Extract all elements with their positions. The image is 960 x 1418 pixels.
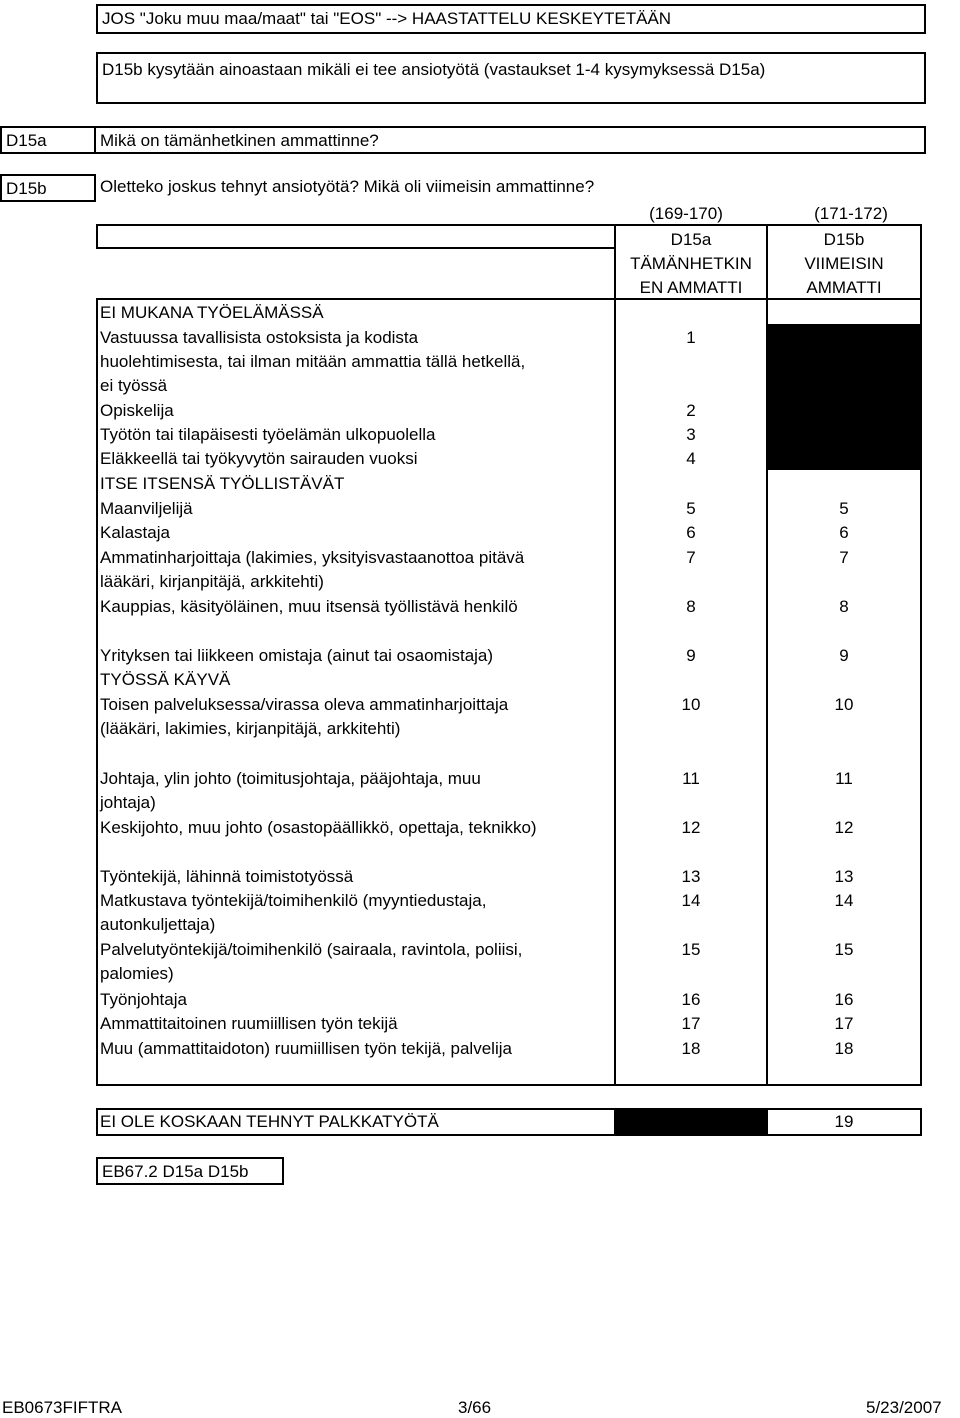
row-17-code-b: 17 bbox=[834, 1014, 854, 1033]
col2-label-line1: VIIMEISIN bbox=[804, 254, 884, 273]
question-code-d15b: D15b bbox=[6, 179, 47, 198]
row-15-code-b: 15 bbox=[834, 940, 854, 959]
row-15-code-a: 15 bbox=[681, 940, 701, 959]
row-14-line2: autonkuljettaja) bbox=[100, 915, 216, 934]
shaded-cell-d15b-not-working bbox=[768, 324, 920, 470]
row-8-code-a: 8 bbox=[686, 597, 696, 616]
row-19-label: EI OLE KOSKAAN TEHNYT PALKKATYÖTÄ bbox=[100, 1112, 439, 1131]
col1-code: D15a bbox=[670, 230, 712, 249]
row-1-line2: huolehtimisesta, tai ilman mitään ammattia tällä hetkellä, bbox=[100, 352, 526, 371]
table-top-border bbox=[96, 224, 922, 226]
footer-date: 5/23/2007 bbox=[866, 1398, 942, 1417]
row-19-code-b: 19 bbox=[834, 1112, 854, 1131]
row-18-code-b: 18 bbox=[834, 1039, 854, 1058]
row-2-code-a: 2 bbox=[686, 401, 696, 420]
row-12-label: Keskijohto, muu johto (osastopäällikkö, opettaja, teknikko) bbox=[100, 818, 537, 837]
row-2-label: Opiskelija bbox=[100, 401, 174, 420]
row-13-code-b: 13 bbox=[834, 867, 854, 886]
col2-label-line2: AMMATTI bbox=[806, 278, 882, 297]
question-text-box-d15a bbox=[94, 126, 926, 154]
row-13-label: Työntekijä, lähinnä toimistotyössä bbox=[100, 867, 354, 886]
row-16-label: Työnjohtaja bbox=[100, 990, 187, 1009]
row-7-line2: lääkäri, kirjanpitäjä, arkkitehti) bbox=[100, 572, 324, 591]
row-4-label: Eläkkeellä tai työkyvytön sairauden vuoksi bbox=[100, 449, 418, 468]
row-15-line2: palomies) bbox=[100, 964, 174, 983]
question-code-box-d15a bbox=[0, 126, 96, 154]
row-9-code-b: 9 bbox=[839, 646, 849, 665]
row-6-code-b: 6 bbox=[839, 523, 849, 542]
row-7-line1: Ammatinharjoittaja (lakimies, yksityisvastaanottoa pitävä bbox=[100, 548, 525, 567]
rows-bottom-border bbox=[96, 1084, 616, 1086]
col1-range: (169-170) bbox=[649, 204, 723, 223]
section-not-working: EI MUKANA TYÖELÄMÄSSÄ bbox=[100, 303, 324, 322]
rows-left-border bbox=[96, 300, 98, 1086]
row-3-label: Työtön tai tilapäisesti työelämän ulkopuolella bbox=[100, 425, 436, 444]
question-text-d15a: Mikä on tämänhetkinen ammattinne? bbox=[100, 131, 379, 150]
row-5-code-a: 5 bbox=[686, 499, 696, 518]
row-15-line1: Palvelutyöntekijä/toimihenkilö (sairaala, ravintola, poliisi, bbox=[100, 940, 523, 959]
rows-top-border bbox=[96, 298, 616, 300]
d15b-note: D15b kysytään ainoastaan mikäli ei tee ansiotyötä (vastaukset 1-4 kysymyksessä D15a) bbox=[102, 60, 766, 79]
reference-box bbox=[96, 1157, 284, 1185]
section-employed: TYÖSSÄ KÄYVÄ bbox=[100, 670, 231, 689]
row-7-code-a: 7 bbox=[686, 548, 696, 567]
row-18-code-a: 18 bbox=[681, 1039, 701, 1058]
row-11-line2: johtaja) bbox=[100, 793, 156, 812]
footer-page-number: 3/66 bbox=[458, 1398, 492, 1417]
row-8-label: Kauppias, käsityöläinen, muu itsensä työllistävä henkilö bbox=[100, 597, 518, 616]
row-7-code-b: 7 bbox=[839, 548, 849, 567]
row-10-line2: (lääkäri, lakimies, kirjanpitäjä, arkkitehti) bbox=[100, 719, 401, 738]
row-18-label: Muu (ammattitaidoton) ruumiillisen työn tekijä, palvelija bbox=[100, 1039, 512, 1058]
col2-code: D15b bbox=[823, 230, 865, 249]
row-8-code-b: 8 bbox=[839, 597, 849, 616]
row-10-code-b: 10 bbox=[834, 695, 854, 714]
header-underline bbox=[96, 247, 616, 249]
row-17-code-a: 17 bbox=[681, 1014, 701, 1033]
row-11-code-b: 11 bbox=[835, 769, 853, 788]
col1-label-line1: TÄMÄNHETKIN bbox=[630, 254, 752, 273]
row-10-code-a: 10 bbox=[681, 695, 701, 714]
row-9-label: Yrityksen tai liikkeen omistaja (ainut tai osaomistaja) bbox=[100, 646, 494, 665]
question-text-d15b: Oletteko joskus tehnyt ansiotyötä? Mikä oli viimeisin ammattinne? bbox=[100, 177, 595, 196]
row-1-code-a: 1 bbox=[686, 328, 696, 347]
row-16-code-b: 16 bbox=[834, 990, 854, 1009]
row-11-line1: Johtaja, ylin johto (toimitusjohtaja, pääjohtaja, muu bbox=[100, 769, 481, 788]
row-10-line1: Toisen palveluksessa/virassa oleva ammatinharjoittaja bbox=[100, 695, 509, 714]
col2-right-border bbox=[920, 224, 922, 1086]
reference-text: EB67.2 D15a D15b bbox=[102, 1162, 249, 1181]
row-14-code-b: 14 bbox=[834, 891, 854, 910]
footer-doc-id: EB0673FIFTRA bbox=[2, 1398, 122, 1417]
eos-note: JOS "Joku muu maa/maat" tai "EOS" --> HAASTATTELU KESKEYTETÄÄN bbox=[102, 9, 672, 28]
row-12-code-a: 12 bbox=[681, 818, 701, 837]
row-1-line3: ei työssä bbox=[100, 376, 168, 395]
row-17-label: Ammattitaitoinen ruumiillisen työn tekijä bbox=[100, 1014, 398, 1033]
row-13-code-a: 13 bbox=[681, 867, 701, 886]
row-14-line1: Matkustava työntekijä/toimihenkilö (myyntiedustaja, bbox=[100, 891, 487, 910]
row-3-code-a: 3 bbox=[686, 425, 696, 444]
row-11-code-a: 11 bbox=[682, 769, 700, 788]
question-code-d15a: D15a bbox=[6, 131, 47, 150]
question-code-box-d15b bbox=[0, 174, 96, 202]
row-1-line1: Vastuussa tavallisista ostoksista ja kodista bbox=[100, 328, 419, 347]
col1-label-line2: EN AMMATTI bbox=[639, 278, 743, 297]
row-9-code-a: 9 bbox=[686, 646, 696, 665]
row-16-code-a: 16 bbox=[681, 990, 701, 1009]
row-14-code-a: 14 bbox=[681, 891, 701, 910]
row-6-code-a: 6 bbox=[686, 523, 696, 542]
row-5-label: Maanviljelijä bbox=[100, 499, 193, 518]
section-self-employed: ITSE ITSENSÄ TYÖLLISTÄVÄT bbox=[100, 474, 345, 493]
col2-range: (171-172) bbox=[814, 204, 888, 223]
row-6-label: Kalastaja bbox=[100, 523, 170, 542]
row-12-code-b: 12 bbox=[834, 818, 854, 837]
table-left-top-border bbox=[96, 224, 98, 248]
row-4-code-a: 4 bbox=[686, 449, 696, 468]
table-bottom-border bbox=[614, 1084, 922, 1086]
row-5-code-b: 5 bbox=[839, 499, 849, 518]
d15b-note-box bbox=[96, 52, 926, 104]
header-bottom-border bbox=[614, 298, 922, 300]
eos-note-box bbox=[96, 4, 926, 34]
